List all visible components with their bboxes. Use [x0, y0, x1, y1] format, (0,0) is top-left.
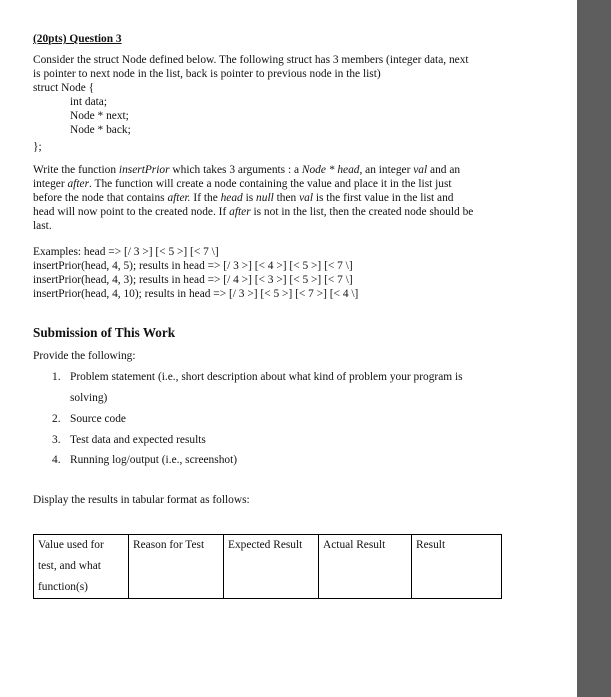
example-line-1: insertPrior(head, 4, 5); results in head => [/ 3 >] [< 4 >] [< 5 >] [< 7 \]: [33, 260, 353, 272]
description-line-4: head will now point to the created node. If after is not in the list, then the created node should be: [33, 206, 474, 218]
display-instruction: Display the results in tabular format as follows:: [33, 494, 250, 506]
intro-line-2: is pointer to next node in the list, back is pointer to previous node in the list): [33, 68, 381, 80]
table-header-actual: Actual Result: [319, 535, 412, 599]
table-header-result: Result: [412, 535, 502, 599]
intro-line-1: Consider the struct Node defined below. The following struct has 3 members (integer data, next: [33, 54, 469, 66]
results-table: [33, 534, 502, 599]
table-row: [34, 535, 502, 599]
description-line-5: last.: [33, 220, 52, 232]
description-line-3: before the node that contains after. If the head is null then val is the first value in the list and: [33, 192, 454, 204]
side-panel: [577, 0, 611, 697]
table-header-reason: Reason for Test: [129, 535, 224, 599]
struct-open: struct Node {: [33, 82, 95, 94]
example-line-2: insertPrior(head, 4, 3); results in head => [/ 4 >] [< 3 >] [< 5 >] [< 7 \]: [33, 274, 353, 286]
question-heading: (20pts) Question 3: [33, 33, 122, 45]
struct-close: };: [33, 141, 42, 153]
submission-title: Submission of This Work: [33, 325, 176, 340]
table-header-value-used: Value used for test, and what function(s): [34, 535, 129, 599]
description-line-1: Write the function insertPrior which takes 3 arguments : a Node * head, an integer val and an: [33, 164, 461, 176]
description-line-2: integer after. The function will create a node containing the value and place it in the list just: [33, 178, 452, 190]
table-header-expected: Expected Result: [224, 535, 319, 599]
example-line-3: insertPrior(head, 4, 10); results in head => [/ 3 >] [< 5 >] [< 7 >] [< 4 \]: [33, 288, 359, 300]
struct-field-data: int data;: [70, 96, 108, 108]
struct-field-next: Node * next;: [70, 110, 129, 122]
provide-label: Provide the following:: [33, 350, 136, 362]
document-page: (20pts) Question 3 Consider the struct Node defined below. The following struct has 3 members (integer data, next is pointer to next node in the list, back is pointer to previous node in the list) struct Node { int data; Node * next; Node * back; }; Write the function insertPrior which takes 3 arguments : a Node * head, an integer val and an integer after. The function will create a node containing the value and place it in the list just before the node that contains after. If the head is null then val is the first value in the list and head will now point to the created node. If after is not in the list, then the created node should be last. Examples: head => [/ 3 >] [< 5 >] [< 7 \] insertPrior(head, 4, 5); results in head => [/ 3 >] [< 4 >] [< 5 >] [< 7 \] insertPrior(head, 4, 3); results in head => [/ 4 >] [< 3 >] [< 5 >] [< 7 \] insertPrior(head, 4, 10); results in head => [/ 3 >] [< 5 >] [< 7 >] [< 4 \] Submission of This Work Provide the following: 1. Problem statement (i.e., short description about what kind of problem your program is solving) 2. Source code 3. Test data and expected results 4. Running log/output (i.e., screenshot) Display the results in tabular format as follows: Value used for test, and what function(s) Reason for Test Expected Result Actual Result Result: [0, 0, 577, 697]
example-head: Examples: head => [/ 3 >] [< 5 >] [< 7 \]: [33, 246, 219, 258]
struct-field-back: Node * back;: [70, 124, 131, 136]
